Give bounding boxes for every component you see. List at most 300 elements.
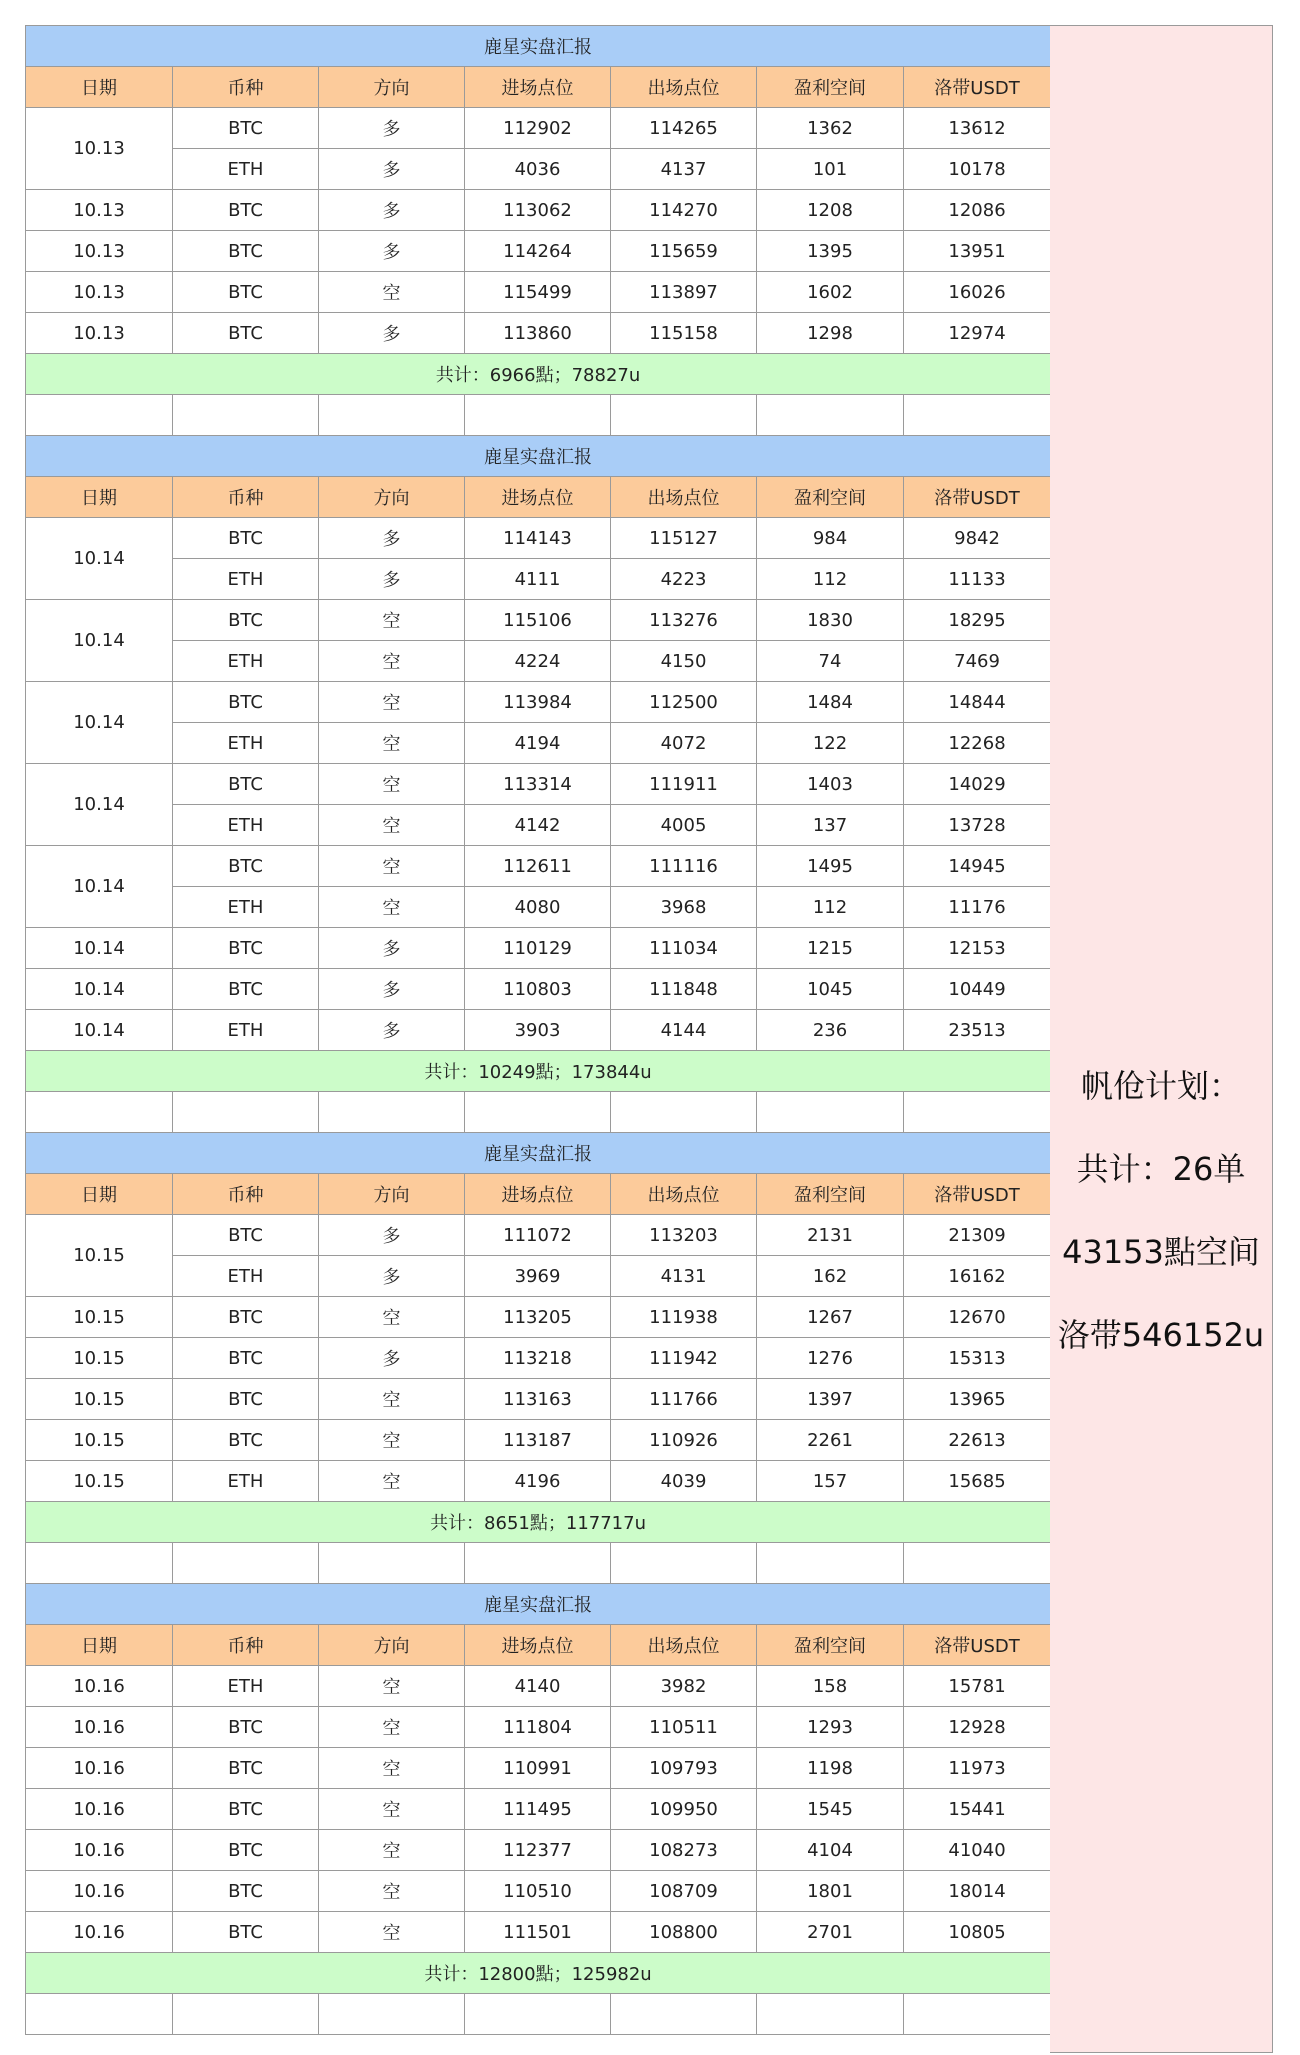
direction-cell: 多 xyxy=(319,313,465,354)
section-total: 共计：8651點；117717u xyxy=(26,1502,1051,1543)
usdt-profit-cell: 12974 xyxy=(904,313,1051,354)
usdt-profit-cell: 7469 xyxy=(904,641,1051,682)
usdt-profit-cell: 10178 xyxy=(904,149,1051,190)
coin-cell: BTC xyxy=(173,1297,319,1338)
profit-points-cell: 137 xyxy=(757,805,904,846)
entry-price-cell: 4080 xyxy=(465,887,611,928)
exit-price-cell: 4223 xyxy=(611,559,757,600)
profit-points-cell: 101 xyxy=(757,149,904,190)
date-cell: 10.16 xyxy=(26,1748,173,1789)
section-title: 鹿星实盘汇报 xyxy=(26,436,1051,477)
empty-cell xyxy=(173,1994,319,2035)
section-total-row xyxy=(26,354,1051,395)
profit-points-cell: 1208 xyxy=(757,190,904,231)
direction-cell: 多 xyxy=(319,518,465,559)
direction-cell: 多 xyxy=(319,190,465,231)
profit-points-cell: 1801 xyxy=(757,1871,904,1912)
plan-points: 43153點空间 xyxy=(1062,1233,1260,1271)
trade-row xyxy=(26,1461,1051,1502)
direction-cell: 空 xyxy=(319,641,465,682)
section-title-row xyxy=(26,1584,1051,1625)
entry-price-cell: 4140 xyxy=(465,1666,611,1707)
exit-price-cell: 4144 xyxy=(611,1010,757,1051)
section-total: 共计：10249點；173844u xyxy=(26,1051,1051,1092)
spacer-row xyxy=(26,1092,1051,1133)
exit-price-cell: 111848 xyxy=(611,969,757,1010)
column-header: 洛带USDT xyxy=(904,1625,1051,1666)
section-title: 鹿星实盘汇报 xyxy=(26,1584,1051,1625)
exit-price-cell: 108800 xyxy=(611,1912,757,1953)
trade-row xyxy=(26,231,1051,272)
column-header: 出场点位 xyxy=(611,477,757,518)
usdt-profit-cell: 14945 xyxy=(904,846,1051,887)
exit-price-cell: 3968 xyxy=(611,887,757,928)
direction-cell: 空 xyxy=(319,1707,465,1748)
column-header: 出场点位 xyxy=(611,67,757,108)
coin-cell: BTC xyxy=(173,1748,319,1789)
date-cell: 10.15 xyxy=(26,1338,173,1379)
spacer-row xyxy=(26,395,1051,436)
coin-cell: BTC xyxy=(173,928,319,969)
coin-cell: BTC xyxy=(173,1338,319,1379)
trade-row xyxy=(26,887,1051,928)
entry-price-cell: 4224 xyxy=(465,641,611,682)
usdt-profit-cell: 15685 xyxy=(904,1461,1051,1502)
coin-cell: ETH xyxy=(173,723,319,764)
empty-cell xyxy=(319,1543,465,1584)
direction-cell: 多 xyxy=(319,1256,465,1297)
empty-cell xyxy=(319,1092,465,1133)
date-cell: 10.16 xyxy=(26,1666,173,1707)
entry-price-cell: 111072 xyxy=(465,1215,611,1256)
exit-price-cell: 111911 xyxy=(611,764,757,805)
entry-price-cell: 110991 xyxy=(465,1748,611,1789)
empty-cell xyxy=(757,1092,904,1133)
trade-row xyxy=(26,928,1051,969)
column-header: 盈利空间 xyxy=(757,1625,904,1666)
trade-row xyxy=(26,190,1051,231)
exit-price-cell: 113203 xyxy=(611,1215,757,1256)
entry-price-cell: 113984 xyxy=(465,682,611,723)
trade-row xyxy=(26,108,1051,149)
profit-points-cell: 1395 xyxy=(757,231,904,272)
entry-price-cell: 113218 xyxy=(465,1338,611,1379)
entry-price-cell: 4194 xyxy=(465,723,611,764)
plan-summary-panel xyxy=(1050,25,1273,2053)
profit-points-cell: 158 xyxy=(757,1666,904,1707)
profit-points-cell: 2701 xyxy=(757,1912,904,1953)
entry-price-cell: 4036 xyxy=(465,149,611,190)
column-header: 币种 xyxy=(173,477,319,518)
section-total: 共计：12800點；125982u xyxy=(26,1953,1051,1994)
coin-cell: BTC xyxy=(173,1215,319,1256)
empty-cell xyxy=(904,1994,1051,2035)
entry-price-cell: 112902 xyxy=(465,108,611,149)
exit-price-cell: 115158 xyxy=(611,313,757,354)
trade-row xyxy=(26,1420,1051,1461)
direction-cell: 多 xyxy=(319,108,465,149)
column-header: 日期 xyxy=(26,477,173,518)
exit-price-cell: 4150 xyxy=(611,641,757,682)
empty-cell xyxy=(465,395,611,436)
entry-price-cell: 115106 xyxy=(465,600,611,641)
column-header: 出场点位 xyxy=(611,1625,757,1666)
exit-price-cell: 4131 xyxy=(611,1256,757,1297)
profit-points-cell: 1198 xyxy=(757,1748,904,1789)
column-header-row xyxy=(26,67,1051,108)
exit-price-cell: 108273 xyxy=(611,1830,757,1871)
column-header-row xyxy=(26,1625,1051,1666)
profit-points-cell: 1403 xyxy=(757,764,904,805)
direction-cell: 多 xyxy=(319,1215,465,1256)
direction-cell: 空 xyxy=(319,887,465,928)
empty-cell xyxy=(173,1092,319,1133)
trade-row xyxy=(26,1010,1051,1051)
date-cell: 10.13 xyxy=(26,190,173,231)
date-cell: 10.13 xyxy=(26,313,173,354)
direction-cell: 空 xyxy=(319,723,465,764)
trade-row xyxy=(26,805,1051,846)
direction-cell: 空 xyxy=(319,1789,465,1830)
section-title: 鹿星实盘汇报 xyxy=(26,26,1051,67)
usdt-profit-cell: 11973 xyxy=(904,1748,1051,1789)
date-cell: 10.14 xyxy=(26,518,173,600)
column-header: 出场点位 xyxy=(611,1174,757,1215)
spacer-row xyxy=(26,1994,1051,2035)
trade-row xyxy=(26,272,1051,313)
empty-cell xyxy=(757,1543,904,1584)
coin-cell: BTC xyxy=(173,108,319,149)
usdt-profit-cell: 18295 xyxy=(904,600,1051,641)
usdt-profit-cell: 23513 xyxy=(904,1010,1051,1051)
exit-price-cell: 114270 xyxy=(611,190,757,231)
exit-price-cell: 114265 xyxy=(611,108,757,149)
trade-row xyxy=(26,559,1051,600)
entry-price-cell: 110510 xyxy=(465,1871,611,1912)
direction-cell: 空 xyxy=(319,846,465,887)
date-cell: 10.16 xyxy=(26,1707,173,1748)
coin-cell: ETH xyxy=(173,887,319,928)
entry-price-cell: 113205 xyxy=(465,1297,611,1338)
section-title-row xyxy=(26,1133,1051,1174)
coin-cell: ETH xyxy=(173,1461,319,1502)
profit-points-cell: 157 xyxy=(757,1461,904,1502)
date-cell: 10.16 xyxy=(26,1871,173,1912)
profit-points-cell: 1602 xyxy=(757,272,904,313)
direction-cell: 空 xyxy=(319,1297,465,1338)
usdt-profit-cell: 14844 xyxy=(904,682,1051,723)
usdt-profit-cell: 41040 xyxy=(904,1830,1051,1871)
trade-row xyxy=(26,1871,1051,1912)
usdt-profit-cell: 11133 xyxy=(904,559,1051,600)
usdt-profit-cell: 15441 xyxy=(904,1789,1051,1830)
coin-cell: BTC xyxy=(173,969,319,1010)
entry-price-cell: 3969 xyxy=(465,1256,611,1297)
column-header: 盈利空间 xyxy=(757,67,904,108)
direction-cell: 多 xyxy=(319,1010,465,1051)
entry-price-cell: 114264 xyxy=(465,231,611,272)
report-sheet xyxy=(25,25,1273,2055)
coin-cell: ETH xyxy=(173,1666,319,1707)
exit-price-cell: 108709 xyxy=(611,1871,757,1912)
column-header: 进场点位 xyxy=(465,1174,611,1215)
coin-cell: BTC xyxy=(173,1707,319,1748)
empty-cell xyxy=(465,1092,611,1133)
profit-points-cell: 1545 xyxy=(757,1789,904,1830)
usdt-profit-cell: 15781 xyxy=(904,1666,1051,1707)
date-cell: 10.15 xyxy=(26,1420,173,1461)
empty-cell xyxy=(26,395,173,436)
empty-cell xyxy=(611,1994,757,2035)
trade-row xyxy=(26,1666,1051,1707)
direction-cell: 空 xyxy=(319,682,465,723)
direction-cell: 空 xyxy=(319,1461,465,1502)
profit-points-cell: 162 xyxy=(757,1256,904,1297)
usdt-profit-cell: 21309 xyxy=(904,1215,1051,1256)
trade-row xyxy=(26,723,1051,764)
coin-cell: ETH xyxy=(173,1010,319,1051)
column-header: 进场点位 xyxy=(465,67,611,108)
usdt-profit-cell: 22613 xyxy=(904,1420,1051,1461)
coin-cell: BTC xyxy=(173,518,319,559)
exit-price-cell: 110511 xyxy=(611,1707,757,1748)
direction-cell: 空 xyxy=(319,764,465,805)
date-cell: 10.13 xyxy=(26,231,173,272)
exit-price-cell: 3982 xyxy=(611,1666,757,1707)
direction-cell: 多 xyxy=(319,231,465,272)
entry-price-cell: 4111 xyxy=(465,559,611,600)
trade-row xyxy=(26,846,1051,887)
column-header: 盈利空间 xyxy=(757,477,904,518)
direction-cell: 多 xyxy=(319,559,465,600)
empty-cell xyxy=(904,395,1051,436)
section-title: 鹿星实盘汇报 xyxy=(26,1133,1051,1174)
empty-cell xyxy=(757,1994,904,2035)
empty-cell xyxy=(319,395,465,436)
entry-price-cell: 112377 xyxy=(465,1830,611,1871)
coin-cell: ETH xyxy=(173,641,319,682)
column-header: 洛带USDT xyxy=(904,67,1051,108)
column-header: 日期 xyxy=(26,1625,173,1666)
section-total-row xyxy=(26,1051,1051,1092)
direction-cell: 多 xyxy=(319,969,465,1010)
usdt-profit-cell: 12086 xyxy=(904,190,1051,231)
column-header: 进场点位 xyxy=(465,477,611,518)
date-cell: 10.15 xyxy=(26,1461,173,1502)
exit-price-cell: 109950 xyxy=(611,1789,757,1830)
date-cell: 10.14 xyxy=(26,1010,173,1051)
coin-cell: ETH xyxy=(173,805,319,846)
coin-cell: BTC xyxy=(173,1420,319,1461)
coin-cell: BTC xyxy=(173,1789,319,1830)
profit-points-cell: 112 xyxy=(757,887,904,928)
profit-points-cell: 1362 xyxy=(757,108,904,149)
empty-cell xyxy=(465,1994,611,2035)
column-header: 币种 xyxy=(173,1174,319,1215)
direction-cell: 空 xyxy=(319,805,465,846)
plan-usdt: 洛带546152u xyxy=(1057,1316,1265,1354)
usdt-profit-cell: 16162 xyxy=(904,1256,1051,1297)
profit-points-cell: 2131 xyxy=(757,1215,904,1256)
profit-points-cell: 4104 xyxy=(757,1830,904,1871)
profit-points-cell: 122 xyxy=(757,723,904,764)
direction-cell: 空 xyxy=(319,1420,465,1461)
empty-cell xyxy=(611,1543,757,1584)
empty-cell xyxy=(611,1092,757,1133)
profit-points-cell: 1215 xyxy=(757,928,904,969)
usdt-profit-cell: 13965 xyxy=(904,1379,1051,1420)
exit-price-cell: 112500 xyxy=(611,682,757,723)
date-cell: 10.14 xyxy=(26,682,173,764)
trade-row xyxy=(26,1707,1051,1748)
trade-row xyxy=(26,1830,1051,1871)
entry-price-cell: 111804 xyxy=(465,1707,611,1748)
empty-cell xyxy=(904,1092,1051,1133)
empty-cell xyxy=(26,1994,173,2035)
entry-price-cell: 110129 xyxy=(465,928,611,969)
column-header: 盈利空间 xyxy=(757,1174,904,1215)
trade-row xyxy=(26,1912,1051,1953)
empty-cell xyxy=(611,395,757,436)
empty-cell xyxy=(904,1543,1051,1584)
entry-price-cell: 4142 xyxy=(465,805,611,846)
empty-cell xyxy=(173,1543,319,1584)
column-header: 方向 xyxy=(319,1174,465,1215)
usdt-profit-cell: 9842 xyxy=(904,518,1051,559)
date-cell: 10.13 xyxy=(26,108,173,190)
trade-row xyxy=(26,1789,1051,1830)
exit-price-cell: 4039 xyxy=(611,1461,757,1502)
usdt-profit-cell: 13728 xyxy=(904,805,1051,846)
direction-cell: 空 xyxy=(319,1379,465,1420)
exit-price-cell: 115127 xyxy=(611,518,757,559)
trade-row xyxy=(26,1215,1051,1256)
usdt-profit-cell: 10449 xyxy=(904,969,1051,1010)
profit-points-cell: 1484 xyxy=(757,682,904,723)
usdt-profit-cell: 16026 xyxy=(904,272,1051,313)
trade-row xyxy=(26,682,1051,723)
column-header-row xyxy=(26,1174,1051,1215)
direction-cell: 多 xyxy=(319,149,465,190)
section-title-row xyxy=(26,436,1051,477)
trade-row xyxy=(26,764,1051,805)
coin-cell: ETH xyxy=(173,559,319,600)
profit-points-cell: 984 xyxy=(757,518,904,559)
trade-row xyxy=(26,600,1051,641)
entry-price-cell: 113314 xyxy=(465,764,611,805)
coin-cell: BTC xyxy=(173,231,319,272)
date-cell: 10.15 xyxy=(26,1297,173,1338)
empty-cell xyxy=(757,395,904,436)
exit-price-cell: 4072 xyxy=(611,723,757,764)
direction-cell: 空 xyxy=(319,1666,465,1707)
entry-price-cell: 114143 xyxy=(465,518,611,559)
entry-price-cell: 4196 xyxy=(465,1461,611,1502)
section-total-row xyxy=(26,1953,1051,1994)
column-header: 洛带USDT xyxy=(904,1174,1051,1215)
exit-price-cell: 111766 xyxy=(611,1379,757,1420)
trade-row xyxy=(26,641,1051,682)
entry-price-cell: 115499 xyxy=(465,272,611,313)
entry-price-cell: 111495 xyxy=(465,1789,611,1830)
exit-price-cell: 110926 xyxy=(611,1420,757,1461)
date-cell: 10.14 xyxy=(26,928,173,969)
empty-cell xyxy=(465,1543,611,1584)
date-cell: 10.14 xyxy=(26,846,173,928)
coin-cell: BTC xyxy=(173,682,319,723)
entry-price-cell: 113860 xyxy=(465,313,611,354)
exit-price-cell: 113897 xyxy=(611,272,757,313)
profit-points-cell: 1397 xyxy=(757,1379,904,1420)
plan-title: 帆伧计划： xyxy=(1080,1067,1241,1105)
direction-cell: 空 xyxy=(319,1912,465,1953)
exit-price-cell: 111942 xyxy=(611,1338,757,1379)
direction-cell: 空 xyxy=(319,1871,465,1912)
direction-cell: 空 xyxy=(319,600,465,641)
exit-price-cell: 4005 xyxy=(611,805,757,846)
coin-cell: BTC xyxy=(173,1830,319,1871)
coin-cell: BTC xyxy=(173,1912,319,1953)
empty-cell xyxy=(173,395,319,436)
entry-price-cell: 112611 xyxy=(465,846,611,887)
exit-price-cell: 4137 xyxy=(611,149,757,190)
trade-row xyxy=(26,1379,1051,1420)
date-cell: 10.15 xyxy=(26,1379,173,1420)
section-title-row xyxy=(26,26,1051,67)
usdt-profit-cell: 13612 xyxy=(904,108,1051,149)
entry-price-cell: 111501 xyxy=(465,1912,611,1953)
exit-price-cell: 111034 xyxy=(611,928,757,969)
coin-cell: BTC xyxy=(173,846,319,887)
column-header: 方向 xyxy=(319,67,465,108)
usdt-profit-cell: 12268 xyxy=(904,723,1051,764)
usdt-profit-cell: 10805 xyxy=(904,1912,1051,1953)
profit-points-cell: 1495 xyxy=(757,846,904,887)
coin-cell: BTC xyxy=(173,272,319,313)
coin-cell: BTC xyxy=(173,600,319,641)
exit-price-cell: 109793 xyxy=(611,1748,757,1789)
profit-points-cell: 2261 xyxy=(757,1420,904,1461)
column-header: 币种 xyxy=(173,1625,319,1666)
trade-row xyxy=(26,149,1051,190)
usdt-profit-cell: 13951 xyxy=(904,231,1051,272)
column-header: 日期 xyxy=(26,67,173,108)
entry-price-cell: 110803 xyxy=(465,969,611,1010)
exit-price-cell: 111116 xyxy=(611,846,757,887)
entry-price-cell: 113187 xyxy=(465,1420,611,1461)
trade-report-table xyxy=(25,25,1051,2035)
usdt-profit-cell: 12928 xyxy=(904,1707,1051,1748)
column-header: 方向 xyxy=(319,1625,465,1666)
spacer-row xyxy=(26,1543,1051,1584)
date-cell: 10.14 xyxy=(26,969,173,1010)
column-header: 币种 xyxy=(173,67,319,108)
column-header: 日期 xyxy=(26,1174,173,1215)
trade-row xyxy=(26,313,1051,354)
date-cell: 10.13 xyxy=(26,272,173,313)
direction-cell: 空 xyxy=(319,1830,465,1871)
usdt-profit-cell: 11176 xyxy=(904,887,1051,928)
section-total: 共计：6966點；78827u xyxy=(26,354,1051,395)
exit-price-cell: 113276 xyxy=(611,600,757,641)
coin-cell: ETH xyxy=(173,1256,319,1297)
empty-cell xyxy=(26,1092,173,1133)
date-cell: 10.14 xyxy=(26,764,173,846)
date-cell: 10.16 xyxy=(26,1912,173,1953)
plan-order-count: 共计：26单 xyxy=(1076,1150,1246,1188)
column-header: 进场点位 xyxy=(465,1625,611,1666)
trade-row xyxy=(26,518,1051,559)
